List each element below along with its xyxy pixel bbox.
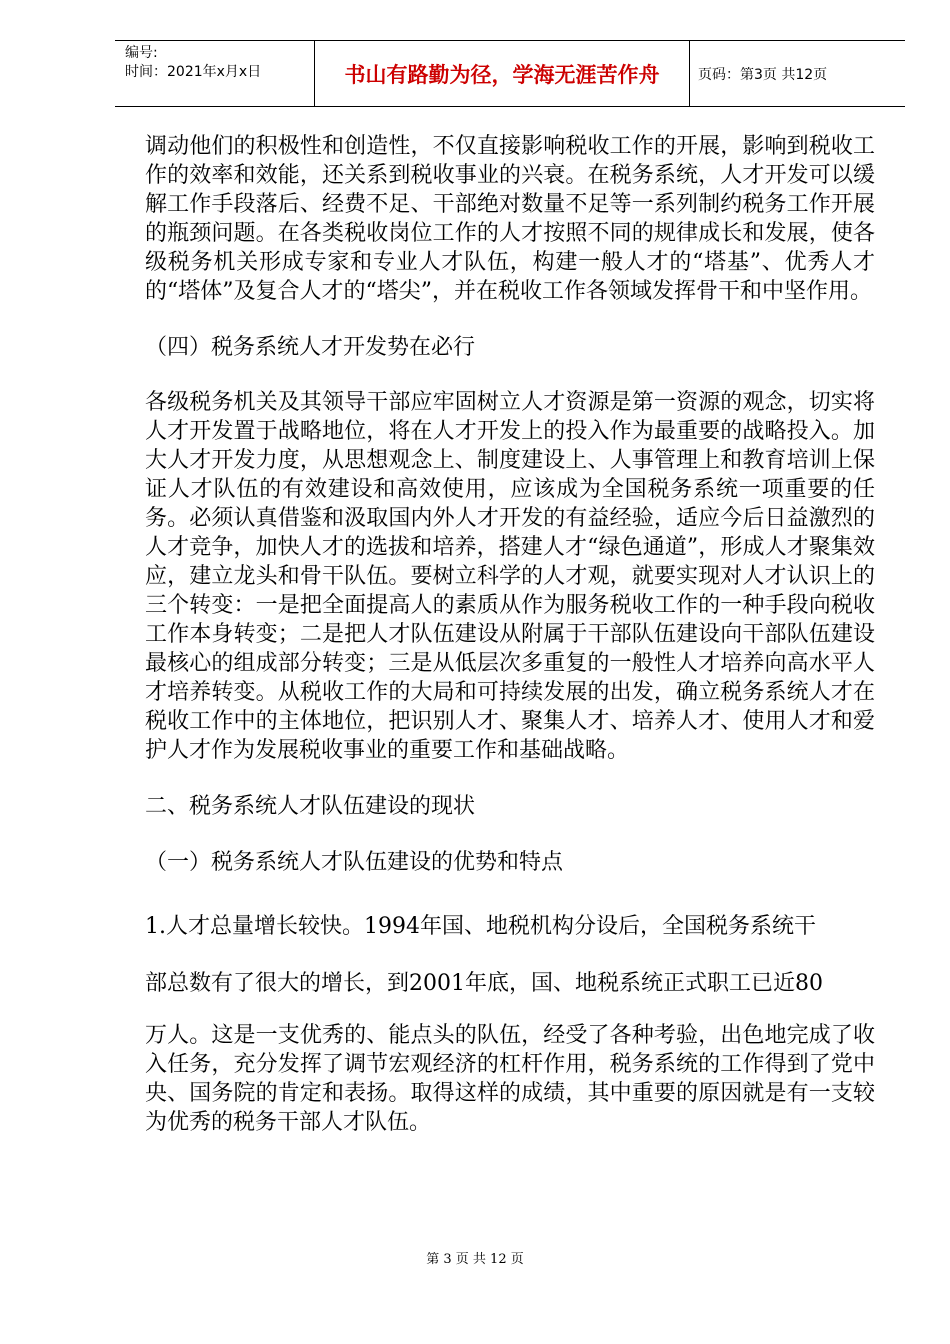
list-item-1-line-2: 部总数有了很大的增长，到2001年底，国、地税系统正式职工已近80	[145, 971, 823, 996]
paragraph-1: 调动他们的积极性和创造性，不仅直接影响税收工作的开展，影响到税收工作的效率和效能，还关系到税收事业的兴衰。在税务系统，人才开发可以缓解工作手段落后、经费不足、干部绝对数量不足等一系列制约税务工作开展的瓶颈问题。在各类税收岗位工作的人才按照不同的规律成长和发展，使各级税务机关形成专家和专业人才队伍，构建一般人才的“塔基”、优秀人才的“塔体”及复合人才的“塔尖”，并在税收工作各领域发挥骨干和中坚作用。	[145, 134, 875, 304]
heading-section-one: （一）税务系统人才队伍建设的优势和特点	[145, 850, 564, 875]
document-body	[145, 132, 875, 1137]
paragraph-2: 各级税务机关及其领导干部应牢固树立人才资源是第一资源的观念，切实将人才开发置于战略地位，将在人才开发上的投入作为最重要的战略投入。加大人才开发力度，从思想观念上、制度建设上、人事管理上和教育培训上保证人才队伍的有效建设和高效使用，应该成为全国税务系统一项重要的任务。必须认真借鉴和汲取国内外人才开发的有益经验，适应今后日益激烈的人才竞争，加快人才的选拔和培养，搭建人才“绿色通道”，形成人才聚集效应，建立龙头和骨干队伍。要树立科学的人才观，就要实现对人才认识上的三个转变：一是把全面提高人的素质从作为服务税收工作的一种手段向税收工作本身转变；二是把人才队伍建设从附属于干部队伍建设向干部队伍建设最核心的组成部分转变；三是从低层次多重复的一般性人才培养向高水平人才培养转变。从税收工作的大局和可持续发展的出发，确立税务系统人才在税收工作中的主体地位，把识别人才、聚集人才、培养人才、使用人才和爱护人才作为发展税收事业的重要工作和基础战略。	[145, 390, 875, 763]
heading-section-four: （四）税务系统人才开发势在必行	[145, 335, 476, 360]
paragraph-3: 万人。这是一支优秀的、能点头的队伍，经受了各种考验，出色地完成了收入任务，充分发挥了调节宏观经济的杠杆作用，税务系统的工作得到了党中央、国务院的肯定和表扬。取得这样的成绩，其中重要的原因就是有一支较为优秀的税务干部人才队伍。	[145, 1023, 875, 1135]
number-label: 编号:	[125, 45, 158, 61]
header-page-label: 页码：第3页 共12页	[698, 66, 828, 83]
heading-chapter-two: 二、税务系统人才队伍建设的现状	[145, 794, 476, 819]
header-meta	[115, 41, 315, 106]
header-table	[115, 40, 905, 107]
list-item-1-line-1: 1.人才总量增长较快。1994年国、地税机构分设后，全国税务系统干	[145, 914, 816, 939]
header-motto: 书山有路勤为径，学海无涯苦作舟	[315, 41, 690, 106]
page-footer: 第 3 页 共 12 页	[426, 1252, 524, 1267]
time-label: 时间：2021年x月x日	[125, 64, 262, 80]
